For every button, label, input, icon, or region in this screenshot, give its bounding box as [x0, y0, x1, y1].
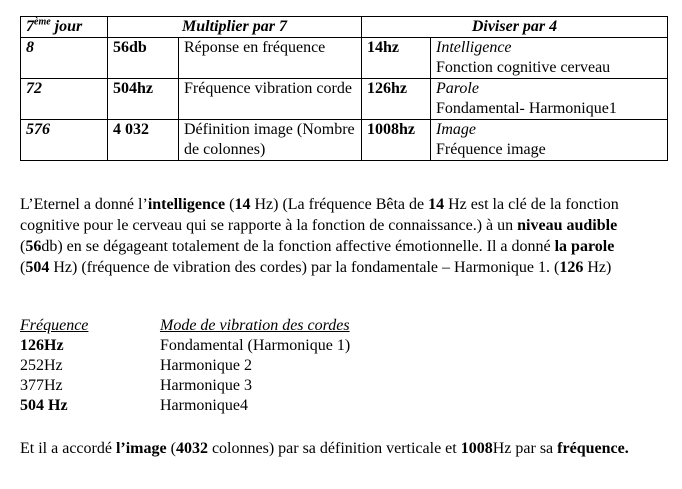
table-row: [21, 120, 668, 161]
bold-run: fréquence.: [557, 440, 629, 457]
row-mult-value: 56db: [108, 38, 179, 79]
mode-value: Harmonique 2: [160, 357, 252, 374]
row-div-value: 14hz: [362, 38, 431, 79]
bold-run: 504: [25, 259, 50, 276]
table-row: [21, 38, 668, 79]
text-run: Et il a accordé: [20, 440, 116, 457]
row-mult-value: 4 032: [108, 120, 179, 161]
row-number: 72: [21, 79, 108, 120]
row-mult-desc: Définition image (Nombre de colonnes): [179, 120, 362, 161]
bold-run: 126: [559, 259, 584, 276]
row-div-title: Parole: [436, 80, 479, 97]
bold-run: 14: [428, 196, 445, 213]
frequency-value: 504 Hz: [20, 397, 68, 414]
header-day-word: jour: [54, 18, 83, 35]
row-mult-desc: Fréquence vibration corde: [179, 79, 362, 120]
bold-run: 4032: [175, 440, 208, 457]
row-div-desc: Fondamental- Harmonique1: [436, 100, 617, 117]
row-div-cell: [431, 38, 668, 79]
table-header-row: [21, 17, 668, 38]
row-div-cell: [431, 79, 668, 120]
text-run: colonnes) par sa définition verticale et: [207, 440, 461, 457]
row-div-cell: [431, 120, 668, 161]
mode-value: Fondamental (Harmonique 1): [160, 337, 351, 354]
list-item: [20, 396, 350, 416]
header-day-sup: ème: [34, 16, 51, 28]
bold-run: intelligence: [147, 196, 226, 213]
row-mult-desc: Réponse en fréquence: [179, 38, 362, 79]
text-run: Hz): [583, 259, 612, 276]
list-item: [20, 376, 350, 396]
row-mult-value: 504hz: [108, 79, 179, 120]
bold-run: 56: [25, 238, 42, 255]
mode-value: Harmonique4: [160, 397, 248, 414]
header-divide: Diviser par 4: [362, 17, 668, 38]
row-div-title: Intelligence: [436, 39, 512, 56]
frequency-value: 126Hz: [20, 337, 64, 354]
harmonics-header: [20, 316, 350, 336]
list-item: [20, 336, 350, 356]
bold-run: 1008: [460, 440, 493, 457]
text-run: (: [166, 440, 176, 457]
header-frequency: Fréquence: [20, 317, 89, 334]
harmonics-list: [20, 316, 350, 416]
row-div-desc: Fonction cognitive cerveau: [436, 59, 611, 76]
text-run: Hz est la clé de la fonction cognitive pour le cerveau qui se rapporte à la fonction de connaissance.) à un: [20, 196, 619, 234]
bold-run: 14: [234, 196, 251, 213]
text-run: (: [20, 259, 26, 276]
frequency-table: [20, 16, 668, 161]
row-div-desc: Fréquence image: [436, 141, 546, 158]
text-run: (: [20, 238, 26, 255]
text-run: (: [225, 196, 235, 213]
mode-value: Harmonique 3: [160, 377, 252, 394]
list-item: [20, 356, 350, 376]
text-run: Hz) (La fréquence Bêta de: [250, 196, 429, 213]
frequency-value: 252Hz: [20, 357, 63, 374]
row-number: 8: [21, 38, 108, 79]
paragraph-image: [20, 438, 630, 459]
row-number: 576: [21, 120, 108, 161]
frequency-value: 377Hz: [20, 377, 63, 394]
bold-run: l’image: [115, 440, 167, 457]
table-row: [21, 79, 668, 120]
header-mode: Mode de vibration des cordes: [160, 317, 350, 334]
bold-run: la parole: [554, 238, 615, 255]
bold-run: niveau audible: [517, 217, 618, 234]
text-run: Hz par sa: [492, 440, 558, 457]
text-run: db) en se dégageant totalement de la fonction affective émotionnelle. Il a donné: [41, 238, 555, 255]
row-div-value: 1008hz: [362, 120, 431, 161]
row-div-value: 126hz: [362, 79, 431, 120]
header-day: [21, 17, 108, 38]
text-run: L’Eternel a donné l’: [20, 196, 148, 213]
paragraph-intelligence: [20, 194, 630, 278]
text-run: Hz) (fréquence de vibration des cordes) par la fondamentale – Harmonique 1. (: [49, 259, 560, 276]
header-multiply: Multiplier par 7: [108, 17, 362, 38]
row-div-title: Image: [436, 121, 476, 138]
header-day-base: 7: [26, 18, 34, 35]
